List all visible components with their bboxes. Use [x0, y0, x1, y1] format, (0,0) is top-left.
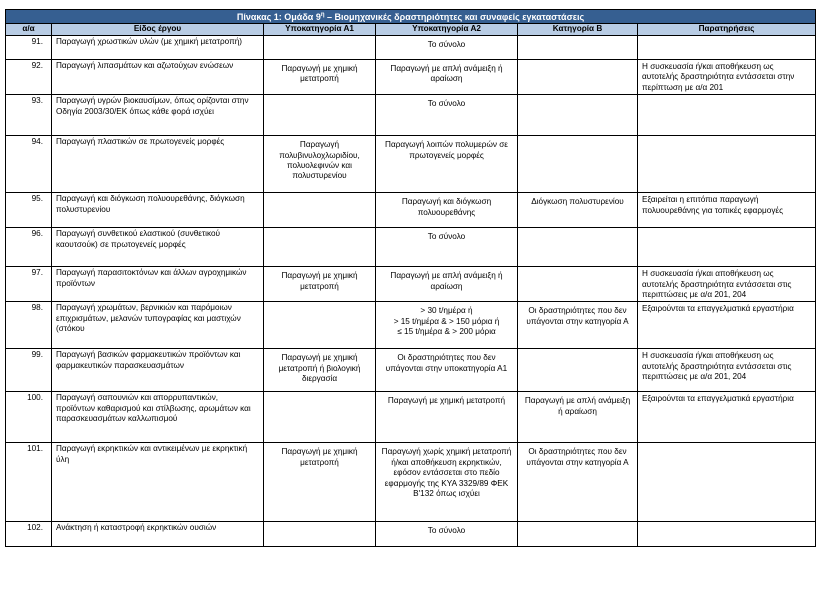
table-row — [6, 193, 816, 228]
table-row — [6, 36, 816, 60]
cell-b — [518, 60, 638, 95]
cell-b: Οι δραστηριότητες που δεν υπάγονται στην κατηγορία Α — [518, 302, 638, 349]
cell-type: Παραγωγή πλαστικών σε πρωτογενείς μορφές — [52, 136, 264, 193]
cell-a2: Παραγωγή με χημική μετατροπή — [376, 392, 518, 443]
cell-b — [518, 228, 638, 267]
cell-type: Ανάκτηση ή καταστροφή εκρηκτικών ουσιών — [52, 522, 264, 547]
cell-num: 97. — [6, 267, 52, 302]
cell-num: 98. — [6, 302, 52, 349]
table-container — [5, 9, 815, 547]
activities-table — [5, 9, 816, 547]
cell-notes — [638, 95, 816, 136]
cell-type: Παραγωγή βασικών φαρμακευτικών προϊόντων και φαρμακευτικών παρασκευασμάτων — [52, 349, 264, 392]
cell-a2: Το σύνολο — [376, 228, 518, 267]
cell-a1: Παραγωγή με χημική μετατροπή — [264, 60, 376, 95]
cell-b: Παραγωγή με απλή ανάμειξη ή αραίωση — [518, 392, 638, 443]
header-a2: Υποκατηγορία Α2 — [376, 24, 518, 36]
table-row — [6, 267, 816, 302]
cell-type: Παραγωγή εκρηκτικών και αντικειμένων με εκρηκτική ύλη — [52, 443, 264, 522]
cell-notes — [638, 228, 816, 267]
header-type: Είδος έργου — [52, 24, 264, 36]
cell-a1 — [264, 522, 376, 547]
cell-a2: Το σύνολο — [376, 95, 518, 136]
table-row — [6, 392, 816, 443]
cell-a1 — [264, 193, 376, 228]
cell-notes — [638, 136, 816, 193]
cell-type: Παραγωγή σαπουνιών και απορρυπαντικών, προϊόντων καθαρισμού και στίλβωσης, αρωμάτων και παρασκευασμάτων καλλωπισμού — [52, 392, 264, 443]
cell-a2: Παραγωγή λοιπών πολυμερών σε πρωτογενείς μορφές — [376, 136, 518, 193]
cell-notes: Η συσκευασία ή/και αποθήκευση ως αυτοτελής δραστηριότητα εντάσσεται στις περιπτώσεις με α/α 201, 204 — [638, 349, 816, 392]
header-b: Κατηγορία Β — [518, 24, 638, 36]
cell-a1 — [264, 228, 376, 267]
cell-a2: Παραγωγή χωρίς χημική μετατροπή ή/και αποθήκευση εκρηκτικών, εφόσον εντάσσεται στο πεδίο εφαρμογής της ΚΥΑ 3329/89 ΦΕΚ Β'132 όπως ισχύει — [376, 443, 518, 522]
cell-type: Παραγωγή υγρών βιοκαυσίμων, όπως ορίζονται στην Οδηγία 2003/30/ΕΚ όπως κάθε φορά ισχύει — [52, 95, 264, 136]
cell-b: Διόγκωση πολυστυρενίου — [518, 193, 638, 228]
cell-b — [518, 36, 638, 60]
cell-num: 92. — [6, 60, 52, 95]
table-row — [6, 349, 816, 392]
cell-b — [518, 349, 638, 392]
cell-a1: Παραγωγή με χημική μετατροπή ή βιολογική διεργασία — [264, 349, 376, 392]
cell-b — [518, 267, 638, 302]
table-body — [6, 36, 816, 547]
cell-num: 100. — [6, 392, 52, 443]
cell-a2: Το σύνολο — [376, 522, 518, 547]
cell-a1 — [264, 392, 376, 443]
cell-notes — [638, 522, 816, 547]
cell-num: 93. — [6, 95, 52, 136]
header-a1: Υποκατηγορία Α1 — [264, 24, 376, 36]
cell-type: Παραγωγή και διόγκωση πολυουρεθάνης, διόγκωση πολυστυρενίου — [52, 193, 264, 228]
cell-a1: Παραγωγή με χημική μετατροπή — [264, 443, 376, 522]
cell-a1: Παραγωγή πολυβινυλοχλωριδίου, πολυολεφινών και πολυστυρενίου — [264, 136, 376, 193]
cell-num: 96. — [6, 228, 52, 267]
cell-notes: Εξαιρούνται τα επαγγελματικά εργαστήρια — [638, 302, 816, 349]
cell-notes: Η συσκευασία ή/και αποθήκευση ως αυτοτελής δραστηριότητα εντάσσεται στην περίπτωση με α/α 201 — [638, 60, 816, 95]
table-row — [6, 136, 816, 193]
cell-b: Οι δραστηριότητες που δεν υπάγονται στην κατηγορία Α — [518, 443, 638, 522]
cell-num: 99. — [6, 349, 52, 392]
cell-a2: Το σύνολο — [376, 36, 518, 60]
table-row — [6, 228, 816, 267]
cell-num: 95. — [6, 193, 52, 228]
cell-num: 102. — [6, 522, 52, 547]
cell-num: 94. — [6, 136, 52, 193]
table-row — [6, 60, 816, 95]
cell-a2: Παραγωγή με απλή ανάμειξη ή αραίωση — [376, 60, 518, 95]
cell-a2: Οι δραστηριότητες που δεν υπάγονται στην υποκατηγορία Α1 — [376, 349, 518, 392]
cell-notes — [638, 443, 816, 522]
table-row — [6, 443, 816, 522]
table-row — [6, 522, 816, 547]
cell-type: Παραγωγή παρασιτοκτόνων και άλλων αγροχημικών προϊόντων — [52, 267, 264, 302]
cell-a1 — [264, 302, 376, 349]
cell-type: Παραγωγή λιπασμάτων και αζωτούχων ενώσεων — [52, 60, 264, 95]
cell-b — [518, 136, 638, 193]
cell-a1 — [264, 95, 376, 136]
cell-num: 101. — [6, 443, 52, 522]
cell-type: Παραγωγή χρωστικών υλών (με χημική μετατροπή) — [52, 36, 264, 60]
cell-type: Παραγωγή συνθετικού ελαστικού (συνθετικού καουτσούκ) σε πρωτογενείς μορφές — [52, 228, 264, 267]
header-notes: Παρατηρήσεις — [638, 24, 816, 36]
cell-b — [518, 95, 638, 136]
table-row — [6, 95, 816, 136]
cell-notes: Η συσκευασία ή/και αποθήκευση ως αυτοτελής δραστηριότητα εντάσσεται στις περιπτώσεις με α/α 201, 204 — [638, 267, 816, 302]
header-num: α/α — [6, 24, 52, 36]
cell-a1: Παραγωγή με χημική μετατροπή — [264, 267, 376, 302]
table-row — [6, 302, 816, 349]
cell-b — [518, 522, 638, 547]
table-title: Πίνακας 1: Ομάδα $9^\eta$ – Βιομηχανικές δραστηριότητες και συναφείς εγκαταστάσεις — [6, 10, 816, 24]
cell-type: Παραγωγή χρωμάτων, βερνικιών και παρόμοιων επιχρισμάτων, μελανών τυπογραφίας και μαστιχών (στόκου — [52, 302, 264, 349]
cell-notes — [638, 36, 816, 60]
cell-a2: Παραγωγή και διόγκωση πολυουρεθάνης — [376, 193, 518, 228]
cell-notes: Εξαιρείται η επιτόπια παραγωγή πολυουρεθάνης για τοπικές εφαρμογές — [638, 193, 816, 228]
cell-a2: Παραγωγή με απλή ανάμειξη ή αραίωση — [376, 267, 518, 302]
cell-a1 — [264, 36, 376, 60]
cell-num: 91. — [6, 36, 52, 60]
cell-a2: > 30 t/ημέρα ή > 15 t/ημέρα & > 150 μόρια ή ≤ 15 t/ημέρα & > 200 μόρια — [376, 302, 518, 349]
cell-notes: Εξαιρούνται τα επαγγελματικά εργαστήρια — [638, 392, 816, 443]
